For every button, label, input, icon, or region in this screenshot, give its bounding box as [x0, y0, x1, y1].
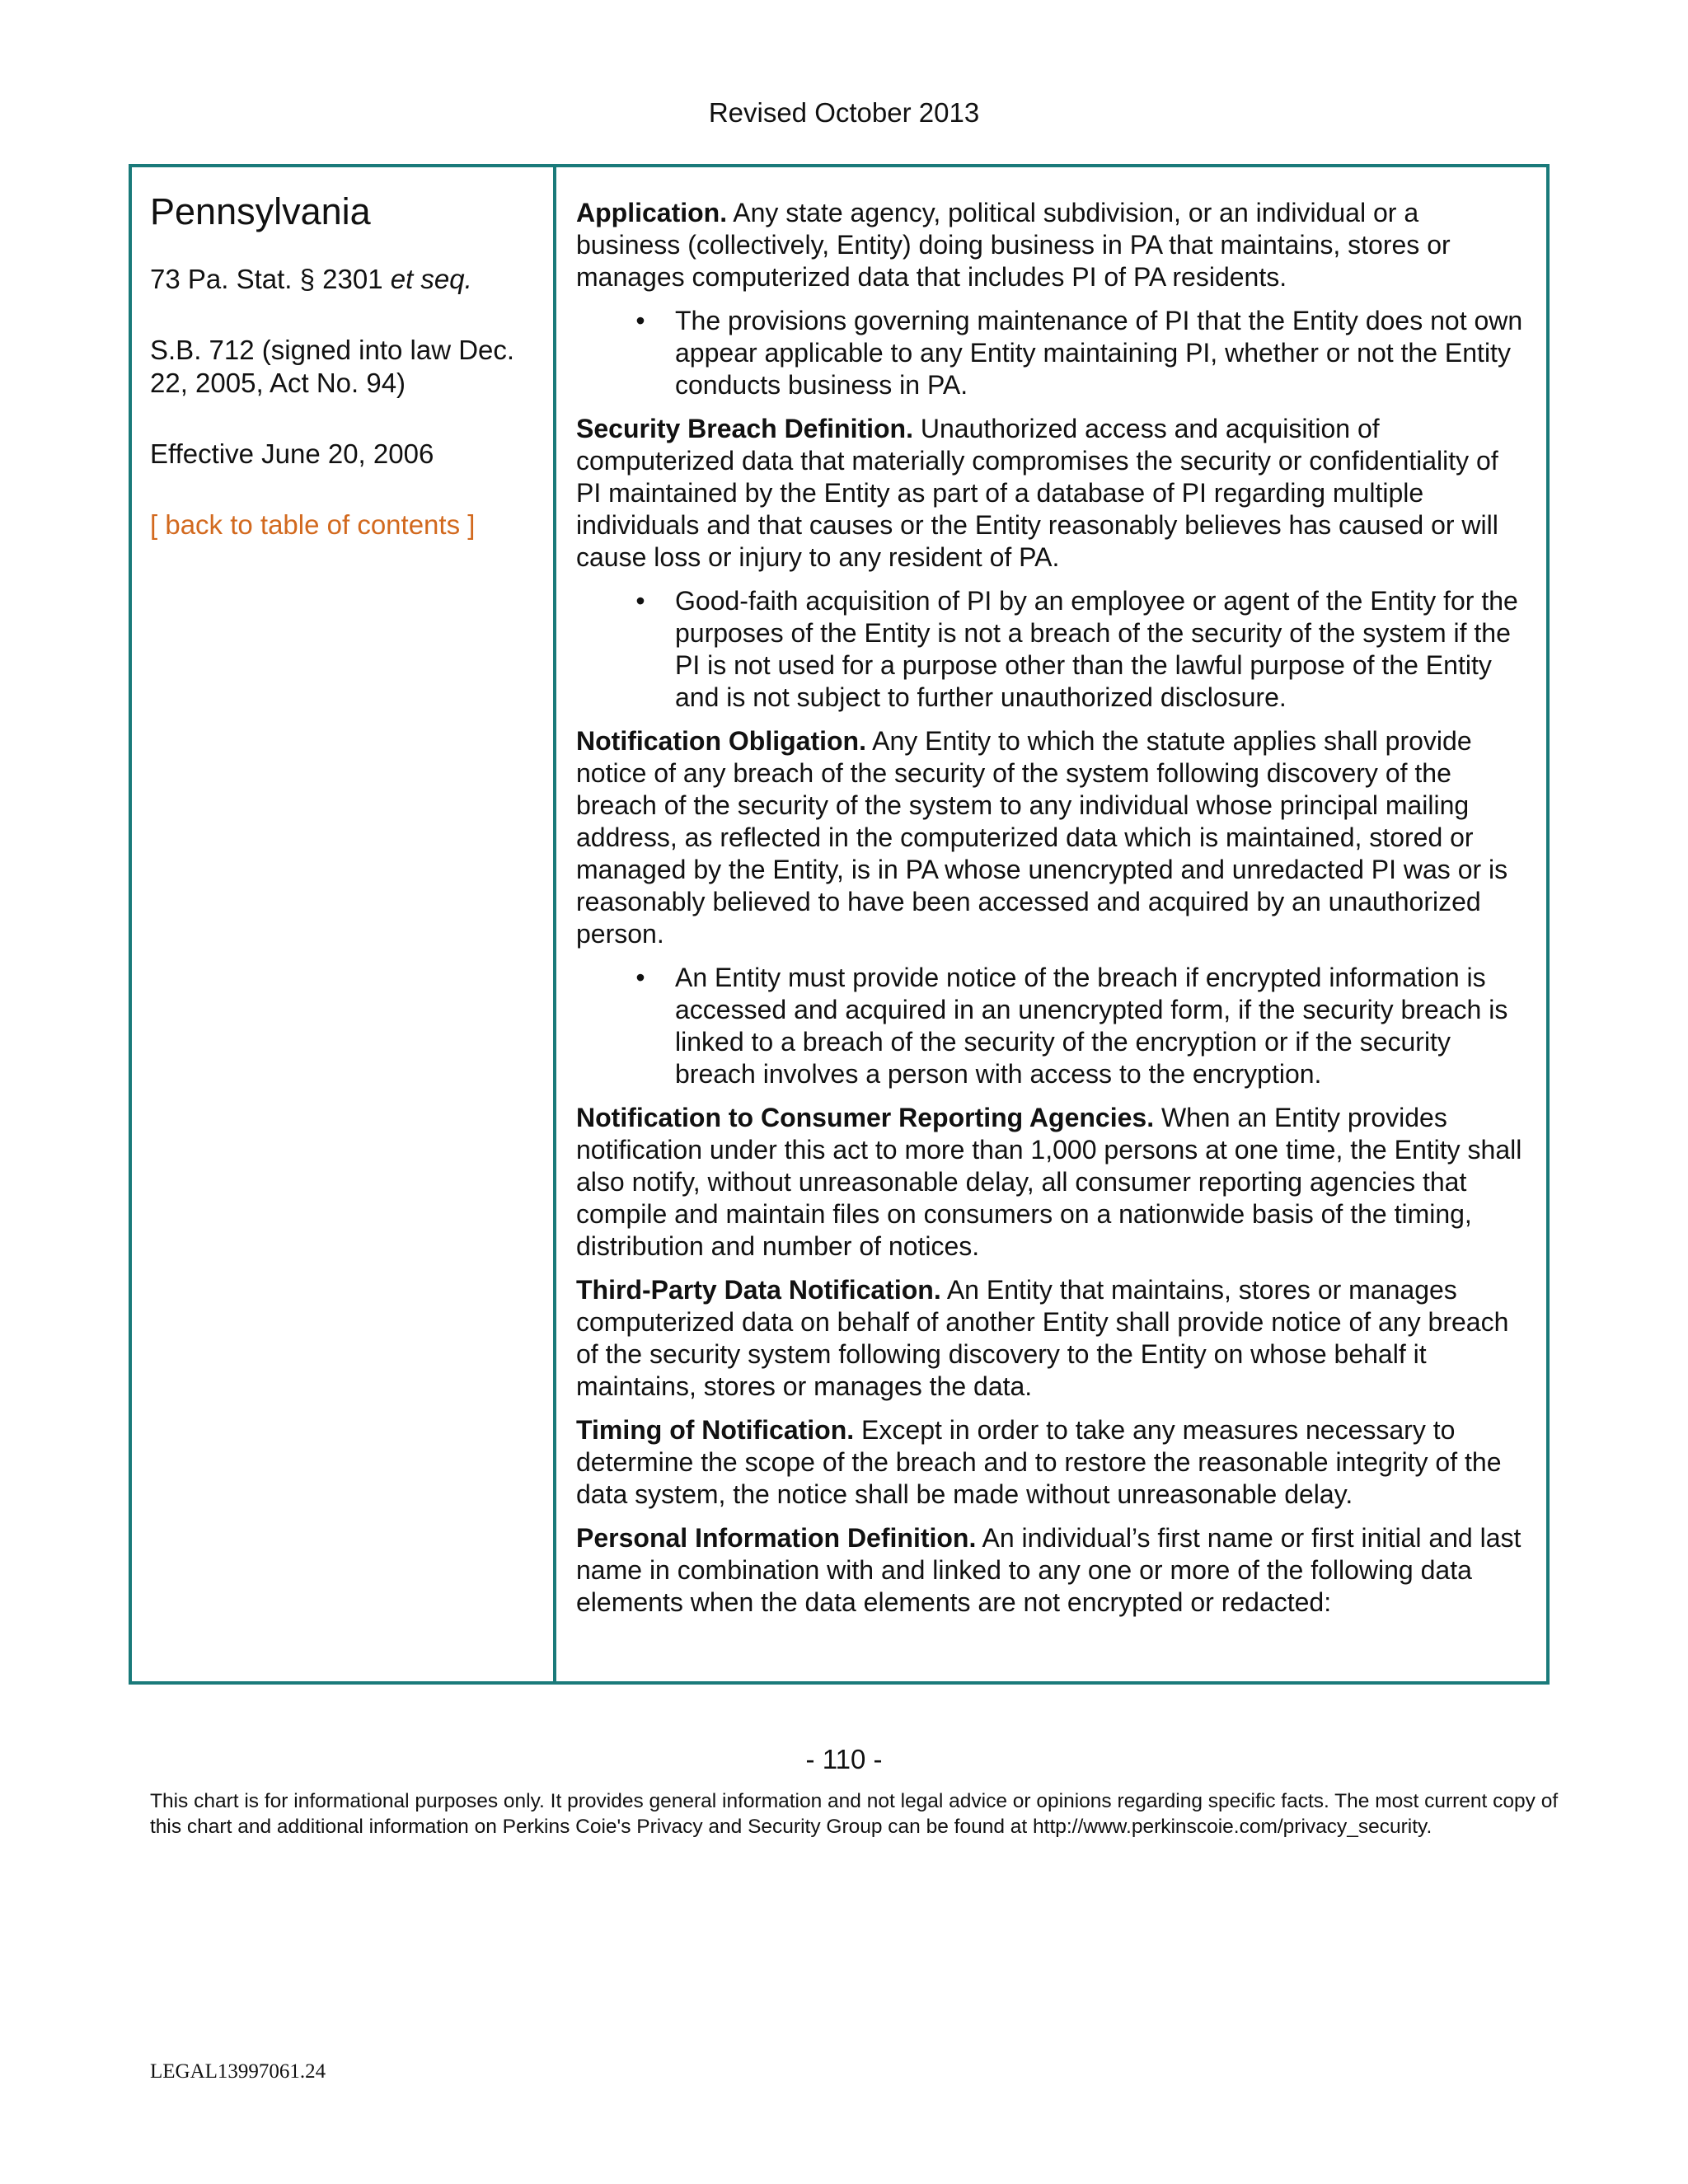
- state-name: Pennsylvania: [150, 190, 371, 232]
- provision-text: Unauthorized access and acquisition of computerized data that materially compromises the security or confidentiality of PI maintained by the Entity as part of a database of PI regarding multiple individuals and that causes or the Entity reasonably believes has caused or will cause loss or injury to any resident of PA.: [576, 414, 1498, 572]
- bullet-icon: •: [635, 963, 645, 992]
- bullet-text: The provisions governing maintenance of PI that the Entity does not own appear applicable to any Entity maintaining PI, whether or not the Entity conducts business in PA.: [675, 306, 1523, 400]
- provision-heading: Personal Information Definition.: [576, 1523, 977, 1553]
- bullet-item: [576, 305, 1528, 401]
- back-to-toc-link[interactable]: [ back to table of contents ]: [150, 509, 476, 540]
- provision-text: An individual’s first name or first initial and last name in combination with and linked to any one or more of the following data elements when the data elements are not encrypted or redacted:: [576, 1523, 1522, 1617]
- provision-text: Any Entity to which the statute applies shall provide notice of any breach of the security of the system following discovery of the breach of the security of the system to any individual whose principal mailing address, as reflected in the computerized data which is maintained, stored or managed by the Entity, is in PA whose unencrypted and unredacted PI was or is reasonably believed to have been accessed and acquired by an unauthorized person.: [576, 726, 1508, 949]
- citation-italic: et seq.: [390, 264, 472, 294]
- citation-text: 73 Pa. Stat. § 2301: [150, 264, 391, 294]
- provision-paragraph: [576, 1102, 1528, 1263]
- provision-text: Except in order to take any measures necessary to determine the scope of the breach and to restore the reasonable integrity of the data system, the notice shall be made without unreasonable delay.: [576, 1415, 1502, 1509]
- provision-text: An Entity that maintains, stores or manages computerized data on behalf of another Entity shall provide notice of any breach of the security system following discovery to the Entity on whose behalf it maintains, stores or manages the data.: [576, 1275, 1509, 1401]
- page-number: - 110 -: [805, 1744, 883, 1774]
- bullet-text: Good-faith acquisition of PI by an employee or agent of the Entity for the purposes of the Entity is not a breach of the security of the system if the PI is not used for a purpose other than the lawful purpose of the Entity and is not subject to further unauthorized disclosure.: [675, 586, 1518, 712]
- provision-heading: Application.: [576, 198, 728, 227]
- provision-paragraph: [576, 1522, 1528, 1619]
- provision-heading: Security Breach Definition.: [576, 414, 913, 443]
- provision-text: When an Entity provides notification under this act to more than 1,000 persons at one time, the Entity shall also notify, without unreasonable delay, all consumer reporting agencies that compile and maintain files on consumers on a nationwide basis of the timing, distribution and number of notices.: [576, 1103, 1522, 1261]
- disclaimer-footer: This chart is for informational purposes only. It provides general information and not legal advice or opinions regarding specific facts. The most current copy of this chart and additional information on Perkins Coie's Privacy and Security Group can be found at http://www.perkinscoie.com/privacy_security.: [150, 1790, 1559, 1838]
- provision-paragraph: [576, 197, 1528, 293]
- state-law-table: [129, 164, 1550, 1685]
- provision-paragraph: [576, 413, 1528, 574]
- bill-info: S.B. 712 (signed into law Dec. 22, 2005, Act No. 94): [150, 335, 515, 398]
- effective-date: Effective June 20, 2006: [150, 438, 434, 469]
- provision-paragraph: [576, 725, 1528, 950]
- bullet-icon: •: [635, 306, 645, 335]
- provision-paragraph: [576, 1274, 1528, 1403]
- provision-heading: Timing of Notification.: [576, 1415, 855, 1445]
- provisions-column: [556, 167, 1546, 1681]
- provision-heading: Notification to Consumer Reporting Agencies.: [576, 1103, 1155, 1132]
- bullet-item: [576, 962, 1528, 1090]
- statute-citation: [150, 263, 535, 296]
- bullet-icon: •: [635, 586, 645, 616]
- provision-heading: Notification Obligation.: [576, 726, 866, 756]
- bullet-text: An Entity must provide notice of the breach if encrypted information is accessed and acquired in an unencrypted form, if the security breach is linked to a breach of the security of the encryption or if the security breach involves a person with access to the encryption.: [675, 963, 1508, 1089]
- document-id: LEGAL13997061.24: [150, 2060, 326, 2083]
- bullet-item: [576, 585, 1528, 714]
- provision-text: Any state agency, political subdivision, or an individual or a business (collectively, Entity) doing business in PA that maintains, stores or manages computerized data that includes PI of PA residents.: [576, 198, 1451, 292]
- provision-heading: Third-Party Data Notification.: [576, 1275, 941, 1305]
- provision-paragraph: [576, 1414, 1528, 1511]
- state-info-column: [132, 167, 556, 1681]
- revision-header: Revised October 2013: [708, 97, 980, 128]
